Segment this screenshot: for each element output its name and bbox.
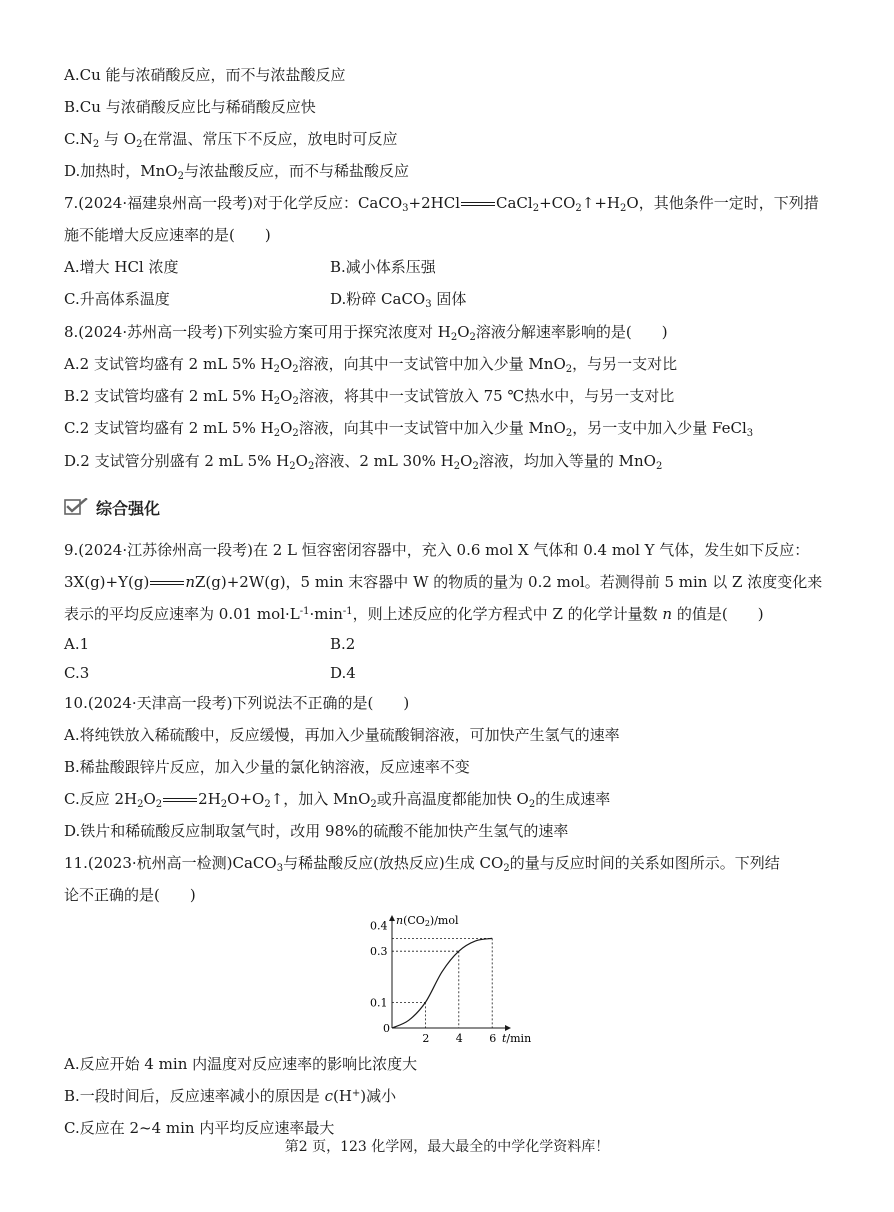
q8-option-c: C.2 支试管均盛有 2 mL 5% $H_2O_2$溶液，向其中一支试管中加入少量 MnO$_2$，另一支中加入少量 FeCl$_3$ bbox=[64, 419, 754, 439]
q6-option-d: D.加热时，MnO$_2$与浓盐酸反应，而不与稀盐酸反应 bbox=[64, 162, 409, 182]
q7-option-d: D.粉碎 CaCO$_3$ 固体 bbox=[330, 290, 467, 310]
section-header bbox=[64, 496, 160, 518]
equals-arrow bbox=[163, 794, 197, 806]
q9-stem-line2: 3X(g)+Y(g) nZ(g)+2W(g)，5 min 末容器中 W 的物质的量为 0.2 mol。若测得前 5 min 以 Z 浓度变化来 bbox=[64, 573, 823, 591]
q11-option-c: C.反应在 2~4 min 内平均反应速率最大 bbox=[64, 1119, 335, 1137]
q9-option-c: C.3 bbox=[64, 664, 90, 682]
q7-option-a: A.增大 HCl 浓度 bbox=[64, 258, 179, 276]
q9-option-b: B.2 bbox=[330, 635, 356, 653]
q7-option-c: C.升高体系温度 bbox=[64, 290, 170, 308]
co2-time-chart bbox=[362, 910, 544, 1044]
q6-option-b: B.Cu 与浓硝酸反应比与稀硝酸反应快 bbox=[64, 98, 316, 116]
origin-label: 0 bbox=[383, 1022, 390, 1035]
y-tick-label: 0.3 bbox=[370, 945, 388, 959]
q8-stem: 8.(2024·苏州高一段考)下列实验方案可用于探究浓度对 $H_2O_2$溶液分解速率影响的是( ) bbox=[64, 323, 668, 343]
q8-option-b: B.2 支试管均盛有 2 mL 5% $H_2O_2$溶液，将其中一支试管放入 75 ℃热水中，与另一支对比 bbox=[64, 387, 675, 407]
q11-option-a: A.反应开始 4 min 内温度对反应速率的影响比浓度大 bbox=[64, 1055, 418, 1073]
q11-stem-line1: 11.(2023·杭州高一检测)CaCO$_3$与稀盐酸反应(放热反应)生成 $CO_2$的量与反应时间的关系如图所示。下列结 bbox=[64, 854, 780, 874]
q9-stem-line1: 9.(2024·江苏徐州高一段考)在 2 L 恒容密闭容器中，充入 0.6 mol X 气体和 0.4 mol Y 气体，发生如下反应： bbox=[64, 541, 810, 559]
q7-stem-line2: 施不能增大反应速率的是( ) bbox=[64, 226, 271, 244]
x-axis-label: t/min bbox=[502, 1032, 532, 1044]
q10-option-d: D.铁片和稀硫酸反应制取氢气时，改用 98%的硫酸不能加快产生氢气的速率 bbox=[64, 822, 569, 840]
q8-option-d: D.2 支试管分别盛有 2 mL 5% $H_2O_2$溶液、2 mL 30% $H_2O_2$溶液，均加入等量的 MnO$_2$ bbox=[64, 452, 663, 472]
q10-stem: 10.(2024·天津高一段考)下列说法不正确的是( ) bbox=[64, 694, 410, 712]
q8-option-a: A.2 支试管均盛有 2 mL 5% $H_2O_2$溶液，向其中一支试管中加入少量 MnO$_2$，与另一支对比 bbox=[64, 355, 678, 375]
q9-stem-line3: 表示的平均反应速率为 0.01 $mol\cdot L^{-1}\cdot\min^{-1}$，则上述反应的化学方程式中 Z 的化学计量数 n 的值是( ) bbox=[64, 605, 764, 623]
x-tick-label: 4 bbox=[455, 1032, 463, 1044]
q10-option-c: C.反应 $2H_2O_2$ $2H_2O+O_2↑$，加入 MnO$_2$或升高温度都能加快 $O_2$的生成速率 bbox=[64, 790, 611, 810]
co2-curve bbox=[392, 938, 492, 1028]
equals-arrow bbox=[461, 198, 495, 210]
x-tick-label: 6 bbox=[489, 1032, 497, 1044]
y-tick-label: 0.4 bbox=[370, 919, 388, 933]
q9-option-a: A.1 bbox=[64, 635, 90, 653]
page-footer: 第2 页，123 化学网，最大最全的中学化学资料库！ bbox=[284, 1139, 610, 1155]
q11-option-b: B.一段时间后，反应速率减小的原因是 c(H+)减小 bbox=[64, 1087, 397, 1105]
q6-option-a: A.Cu 能与浓硝酸反应，而不与浓盐酸反应 bbox=[64, 66, 346, 84]
q6-option-c: $C.N_2$ 与 $O_2$在常温、常压下不反应，放电时可反应 bbox=[64, 130, 398, 150]
equals-arrow bbox=[150, 577, 184, 589]
q7-stem: 7.(2024·福建泉州高一段考)对于化学反应：CaCO$_3$+2HCl $CaCl_2+CO_2↑+H_2O$，其他条件一定时，下列措 bbox=[64, 194, 819, 214]
q10-option-b: B.稀盐酸跟锌片反应，加入少量的氯化钠溶液，反应速率不变 bbox=[64, 758, 470, 776]
checklist-icon bbox=[64, 498, 88, 516]
q9-option-d: D.4 bbox=[330, 664, 356, 682]
section-title: 综合强化 bbox=[96, 498, 161, 518]
q11-stem-line2: 论不正确的是( ) bbox=[64, 886, 196, 904]
y-axis-label: n(CO2)/mol bbox=[396, 914, 459, 928]
q10-option-a: A.将纯铁放入稀硫酸中，反应缓慢，再加入少量硫酸铜溶液，可加快产生氢气的速率 bbox=[64, 726, 620, 744]
q7-option-b: B.减小体系压强 bbox=[330, 258, 436, 276]
x-tick-label: 2 bbox=[422, 1032, 430, 1044]
y-tick-label: 0.1 bbox=[370, 996, 388, 1010]
